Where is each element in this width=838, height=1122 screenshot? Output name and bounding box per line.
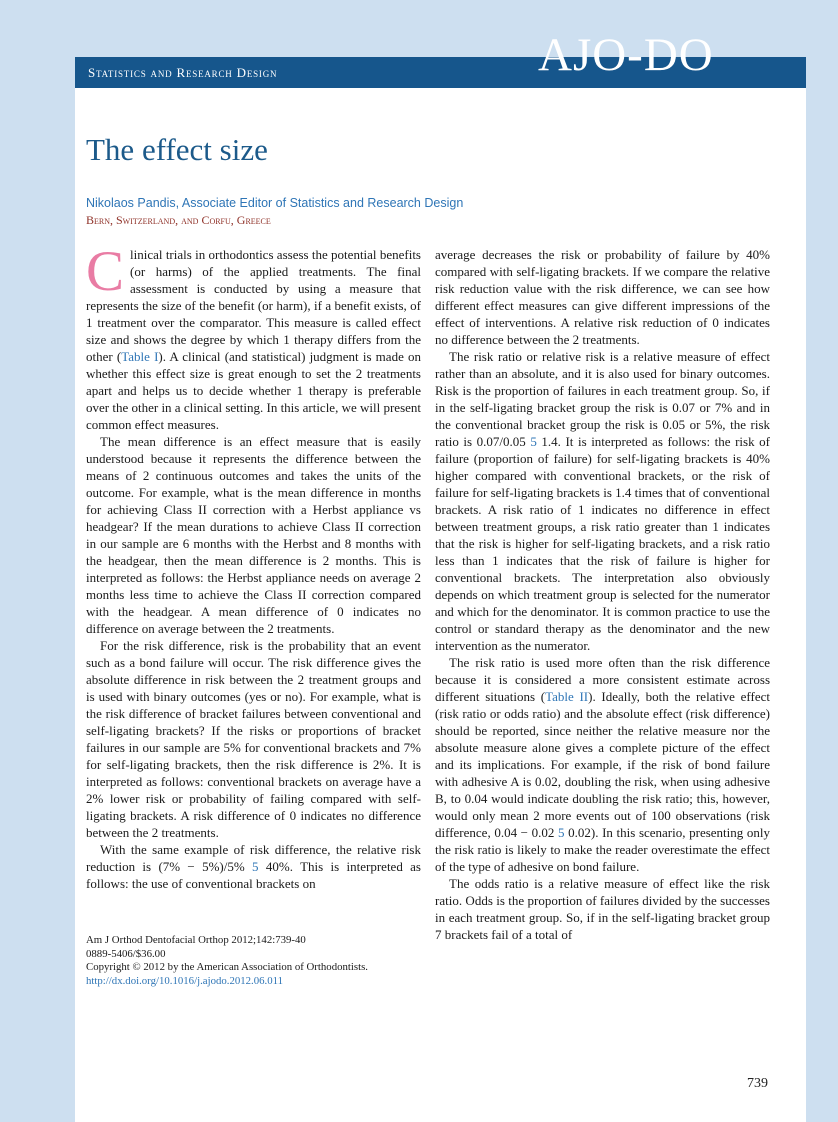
paragraph-continuation: average decreases the risk or probability of failure by 40% compared with self-ligating brackets. If we compare the relative risk reduction value with the risk difference, we can see how different effect measures can give different impressions of the effect of interventions. A relative risk reduction of 0 indicates no difference between the 2 treatments. xyxy=(435,247,770,347)
paragraph-risk-difference: For the risk difference, risk is the probability that an event such as a bond failure will occur. The risk difference gives the absolute difference in risk between the 2 treatment groups and is used with binary outcomes (yes or no). For example, what is the risk difference of bracket failures between conventional and self-ligating brackets? If the risks or proportions of bracket failures in our sample are 5% for conventional brackets and 7% for self-ligating brackets, then the risk difference is 2%. It is interpreted as follows: conventional brackets on average have a 2% lower risk or probability of failing compared with self-ligating brackets. A risk difference of 0 indicates no difference between the 2 treatments. xyxy=(86,638,421,840)
section-heading: Statistics and Research Design xyxy=(88,64,278,80)
text-run: 40%. This is interpreted as follows: the use of conventional brackets on xyxy=(86,859,421,891)
text-run: The risk ratio is used more often than the risk difference because it is considered a more consistent estimate across different situations ( xyxy=(435,655,770,704)
table-ii-link[interactable]: Table II xyxy=(545,689,589,704)
footnote-copyright: Copyright © 2012 by the American Association of Orthodontists. xyxy=(86,961,368,973)
journal-logo: AJO-DO xyxy=(538,29,714,81)
footnote-issn: 0889-5406/$36.00 xyxy=(86,947,166,960)
article-title: The effect size xyxy=(86,132,268,167)
text-run: ). A clinical (and statistical) judgment is made on whether this effect size is great enough to set the 2 treatments apart and helps us to decide whether 1 therapy is preferable over the other in a clinical setting. In this article, we will present common effect measures. xyxy=(86,349,422,432)
equals-glyph: 5 xyxy=(558,825,565,840)
paragraph-mean-difference: The mean difference is an effect measure that is easily understood because it represents the difference between the means of 2 continuous outcomes and takes the units of the outcome. For example, what is the mean difference in months for achieving Class II correction with a Herbst appliance vs headgear? If the mean durations to achieve Class II correction in our sample are 6 months with the Herbst and 8 months with the headgear, then the mean difference is 2 months. This is interpreted as follows: the Herbst appliance needs on average 2 months less time to achieve the Class II correction compared with the headgear. A mean difference of 0 indicates no difference on average between the 2 treatments. xyxy=(86,434,421,636)
text-run: linical trials in orthodontics assess the potential benefits (or harms) of the applied treatments. The final assessment is conducted by using a measure that represents the size of the benefit (or harm), if a benefit exists, of 1 treatment over the comparator. This measure is called effect size and shows the degree by which 1 therapy differs from the other ( xyxy=(86,247,421,364)
paragraph-intro xyxy=(86,240,422,433)
text-run: ). Ideally, both the relative effect (risk ratio or odds ratio) and the absolute effect (risk difference) should be reported, since neither the relative measure nor the absolute measure alone gives a complete picture of the effect and its implications. For example, if the risk of bond failure with adhesive A is 0.02, doubling the risk, when using adhesive B, to 0.04 would indicate doubling the risk ratio; this, however, would only mean 2 more events out of 100 observations (risk difference, 0.04 − 0.02 xyxy=(435,689,770,840)
author-affiliation: Bern, Switzerland, and Corfu, Greece xyxy=(86,213,271,227)
text-run: With the same example of risk difference, the relative risk reduction is (7% − 5%)/5% xyxy=(86,842,421,874)
page-body xyxy=(75,88,806,1122)
paragraph-relative-risk-reduction xyxy=(86,841,421,892)
equals-glyph: 5 xyxy=(252,859,259,874)
two-column-text xyxy=(75,240,806,988)
drop-cap: C xyxy=(86,240,125,303)
text-run: 1.4. It is interpreted as follows: the risk of failure (proportion of failure) for self-ligating brackets is 40% higher compared with conventional brackets, or the risk of failure for self-ligating brackets is 1.4 times that of conventional brackets. A risk ratio of 1 indicates no difference in effect between treatment groups, a risk ratio greater than 1 indicates that the risk is higher for self-ligating brackets, and a risk ratio less than 1 indicates that the risk of failure is higher for conventional brackets. The interpretation also obviously depends on which treatment group is selected for the numerator and which for the denominator. It is common practice to use the control or standard therapy as the denominator and the new intervention as the numerator. xyxy=(435,434,771,653)
page-number: 739 xyxy=(747,1076,768,1091)
right-column xyxy=(435,246,770,988)
left-column xyxy=(86,240,422,988)
text-run: 0.02). In this scenario, presenting only the risk ratio is likely to make the reader overestimate the effect of the type of adhesive on bond failure. xyxy=(435,825,771,874)
doi-link[interactable]: http://dx.doi.org/10.1016/j.ajodo.2012.06.011 xyxy=(86,974,284,987)
paragraph-odds-ratio: The odds ratio is a relative measure of effect like the risk ratio. Odds is the proportion of failures divided by the successes in each treatment group. So, if in the self-ligating bracket group 7 brackets fail of a total of xyxy=(435,876,770,942)
table-i-link[interactable]: Table I xyxy=(121,349,159,364)
footnote-citation: Am J Orthod Dentofacial Orthop 2012;142:739-40 xyxy=(86,934,306,946)
paragraph-risk-ratio-usage xyxy=(435,654,770,875)
text-run: The risk ratio or relative risk is a relative measure of effect rather than an absolute, and it is also used for binary outcomes. Risk is the proportion of failures in each treatment group. So, if in the self-ligating bracket group the risk is 0.07 or 7% and in the conventional bracket group the risk is 0.05 or 5%, the risk ratio is 0.07/0.05 xyxy=(435,349,770,449)
equals-glyph: 5 xyxy=(530,434,537,449)
footnote xyxy=(86,934,421,988)
paragraph-risk-ratio xyxy=(435,348,770,654)
author-byline: Nikolaos Pandis, Associate Editor of Statistics and Research Design xyxy=(86,196,464,210)
